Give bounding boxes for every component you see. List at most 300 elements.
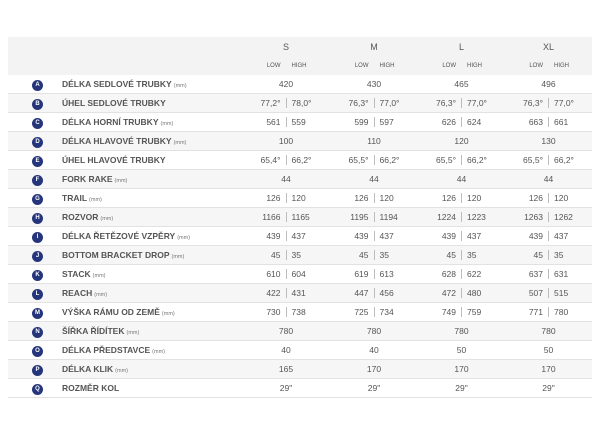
value-divider — [374, 231, 375, 241]
row-letter-badge: H — [32, 213, 43, 224]
header-spacer — [62, 56, 242, 75]
value-divider — [286, 98, 287, 108]
table-row — [8, 113, 592, 132]
value-cell — [330, 265, 418, 284]
value-cell — [505, 322, 592, 341]
single-value: 165 — [278, 364, 294, 374]
high-value: 66,2° — [379, 155, 400, 165]
table-row — [8, 284, 592, 303]
single-value: 780 — [366, 326, 382, 336]
value-cell — [242, 151, 330, 170]
measurement-unit: (mm) — [92, 273, 106, 279]
row-letter-badge: F — [32, 175, 43, 186]
value-divider — [461, 231, 462, 241]
single-value: 29" — [279, 383, 293, 393]
value-divider — [461, 307, 462, 317]
table-row — [8, 227, 592, 246]
single-value: 44 — [369, 174, 379, 184]
measurement-label-cell — [62, 208, 242, 227]
value-cell — [418, 94, 505, 113]
low-value: 1195 — [350, 212, 369, 222]
measurement-unit: (mm) — [177, 235, 191, 241]
measurement-label-cell — [62, 360, 242, 379]
row-letter-badge: D — [32, 137, 43, 148]
value-divider — [548, 307, 549, 317]
table-row — [8, 246, 592, 265]
value-divider — [374, 98, 375, 108]
high-value: 559 — [291, 117, 306, 127]
value-cell — [418, 208, 505, 227]
value-cell — [505, 94, 592, 113]
high-value: 35 — [291, 250, 301, 260]
table-row — [8, 170, 592, 189]
measurement-label-cell — [62, 94, 242, 113]
value-cell — [330, 284, 418, 303]
measurement-unit: (mm) — [152, 349, 165, 355]
value-divider — [374, 155, 375, 165]
single-value: 44 — [281, 174, 291, 184]
single-value: 780 — [278, 326, 294, 336]
high-value: 661 — [554, 117, 569, 127]
high-value: 437 — [467, 231, 482, 241]
measurement-label: DÉLKA HORNÍ TRUBKY — [62, 117, 159, 127]
row-marker-cell — [8, 360, 62, 379]
measurement-unit: (mm) — [160, 121, 174, 127]
value-divider — [374, 250, 375, 260]
size-header-row — [8, 37, 592, 56]
value-cell — [418, 75, 505, 94]
value-divider — [548, 155, 549, 165]
low-value: 65,4° — [260, 155, 281, 165]
measurement-label-cell — [62, 113, 242, 132]
value-cell — [330, 227, 418, 246]
value-divider — [286, 155, 287, 165]
size-header-l: L — [418, 37, 505, 56]
value-divider — [548, 212, 549, 222]
single-value: 29" — [455, 383, 468, 393]
measurement-label: REACH — [62, 288, 93, 298]
low-value: 76,3° — [348, 98, 369, 108]
row-marker-cell — [8, 303, 62, 322]
high-value: 613 — [379, 269, 394, 279]
low-value: 610 — [266, 269, 281, 279]
high-label: HIGH — [554, 62, 569, 69]
measurement-label: ÚHEL SEDLOVÉ TRUBKY — [62, 98, 166, 108]
value-divider — [548, 193, 549, 203]
row-marker-cell — [8, 265, 62, 284]
measurement-label-cell — [62, 151, 242, 170]
high-value: 78,0° — [291, 98, 312, 108]
value-cell — [505, 75, 592, 94]
value-cell — [330, 322, 418, 341]
value-cell — [505, 360, 592, 379]
row-marker-cell — [8, 151, 62, 170]
low-value: 447 — [354, 288, 369, 298]
value-cell — [505, 227, 592, 246]
high-value: 77,0° — [554, 98, 574, 108]
low-value: 126 — [441, 193, 456, 203]
high-value: 734 — [379, 307, 394, 317]
row-marker-cell — [8, 246, 62, 265]
table-row — [8, 379, 592, 398]
single-value: 780 — [541, 326, 556, 336]
measurement-label-cell — [62, 303, 242, 322]
value-cell — [505, 132, 592, 151]
low-value: 725 — [354, 307, 369, 317]
measurement-label: DÉLKA ŘETĚZOVÉ VZPĚRY — [62, 231, 176, 241]
measurement-label-cell — [62, 284, 242, 303]
high-label: HIGH — [379, 62, 395, 69]
measurement-label: TRAIL — [62, 193, 88, 203]
high-value: 1223 — [467, 212, 486, 222]
value-divider — [286, 288, 287, 298]
value-divider — [461, 98, 462, 108]
value-divider — [286, 117, 287, 127]
single-value: 40 — [281, 345, 291, 355]
value-cell — [330, 303, 418, 322]
value-cell — [330, 75, 418, 94]
row-marker-cell — [8, 132, 62, 151]
high-value: 597 — [379, 117, 394, 127]
table-row — [8, 189, 592, 208]
low-value: 45 — [533, 250, 543, 260]
low-value: 599 — [354, 117, 369, 127]
measurement-label-cell — [62, 322, 242, 341]
row-letter-badge: Q — [32, 384, 43, 395]
value-cell — [505, 246, 592, 265]
single-value: 50 — [543, 345, 554, 355]
value-cell — [242, 113, 330, 132]
low-label: LOW — [354, 62, 369, 69]
low-label: LOW — [266, 62, 281, 69]
value-cell — [242, 303, 330, 322]
value-divider — [286, 250, 287, 260]
value-cell — [505, 189, 592, 208]
row-letter-badge: P — [32, 365, 43, 376]
high-value: 456 — [379, 288, 394, 298]
high-value: 622 — [467, 269, 482, 279]
measurement-unit: (mm) — [89, 197, 102, 203]
low-value: 76,3° — [523, 98, 543, 108]
row-letter-badge: C — [32, 118, 43, 129]
value-cell — [330, 170, 418, 189]
value-divider — [548, 117, 549, 127]
value-cell — [418, 341, 505, 360]
value-cell — [418, 265, 505, 284]
high-value: 515 — [554, 288, 569, 298]
value-cell — [418, 189, 505, 208]
value-cell — [242, 265, 330, 284]
value-cell — [242, 360, 330, 379]
single-value: 465 — [454, 79, 469, 89]
value-divider — [548, 98, 549, 108]
row-letter-badge: B — [32, 99, 43, 110]
low-high-cell — [242, 56, 330, 75]
low-high-cell — [330, 56, 418, 75]
measurement-unit: (mm) — [171, 254, 185, 260]
high-value: 624 — [467, 117, 482, 127]
single-value: 50 — [456, 345, 467, 355]
row-letter-badge: O — [32, 346, 43, 357]
high-value: 120 — [467, 193, 482, 203]
value-cell — [330, 132, 418, 151]
table-row — [8, 132, 592, 151]
row-marker-cell — [8, 379, 62, 398]
size-header-xl: XL — [505, 37, 592, 56]
measurement-unit: (mm) — [115, 368, 128, 374]
high-value: 35 — [467, 250, 477, 260]
high-label: HIGH — [291, 62, 307, 69]
measurement-label-cell — [62, 132, 242, 151]
value-divider — [548, 231, 549, 241]
value-cell — [418, 113, 505, 132]
high-value: 35 — [379, 250, 389, 260]
table-row — [8, 265, 592, 284]
measurement-unit: (mm) — [173, 140, 187, 146]
single-value: 110 — [367, 136, 381, 146]
high-value: 780 — [554, 307, 569, 317]
low-value: 126 — [528, 193, 543, 203]
table-row — [8, 208, 592, 227]
row-letter-badge: K — [32, 270, 43, 281]
high-value: 77,0° — [467, 98, 487, 108]
value-cell — [505, 208, 592, 227]
value-cell — [418, 151, 505, 170]
value-cell — [242, 132, 330, 151]
row-marker-cell — [8, 75, 62, 94]
low-high-cell — [418, 56, 505, 75]
value-cell — [330, 189, 418, 208]
high-value: 759 — [467, 307, 482, 317]
value-cell — [330, 151, 418, 170]
value-cell — [242, 189, 330, 208]
value-cell — [418, 322, 505, 341]
table-row — [8, 341, 592, 360]
high-value: 66,2° — [291, 155, 312, 165]
value-cell — [242, 284, 330, 303]
low-value: 45 — [446, 250, 456, 260]
low-value: 771 — [528, 307, 543, 317]
measurement-label-cell — [62, 189, 242, 208]
low-label: LOW — [529, 62, 543, 69]
high-value: 120 — [554, 193, 569, 203]
table-row — [8, 322, 592, 341]
low-value: 472 — [441, 288, 456, 298]
single-value: 29" — [367, 383, 381, 393]
value-cell — [505, 379, 592, 398]
high-value: 120 — [291, 193, 306, 203]
measurement-label: STACK — [62, 269, 91, 279]
value-cell — [242, 322, 330, 341]
high-value: 738 — [291, 307, 306, 317]
value-cell — [330, 208, 418, 227]
value-cell — [242, 341, 330, 360]
row-letter-badge: G — [32, 194, 43, 205]
value-cell — [242, 379, 330, 398]
value-divider — [461, 193, 462, 203]
table-row — [8, 303, 592, 322]
value-cell — [418, 379, 505, 398]
high-value: 431 — [291, 288, 306, 298]
measurement-label: DÉLKA KLIK — [62, 364, 114, 374]
value-divider — [374, 117, 375, 127]
measurement-unit: (mm) — [94, 292, 108, 298]
low-value: 439 — [266, 231, 281, 241]
table-row — [8, 75, 592, 94]
row-marker-cell — [8, 113, 62, 132]
low-value: 126 — [354, 193, 369, 203]
high-value: 1165 — [291, 212, 310, 222]
value-divider — [548, 288, 549, 298]
high-value: 66,2° — [554, 155, 574, 165]
low-value: 749 — [441, 307, 456, 317]
high-value: 120 — [379, 193, 394, 203]
low-value: 730 — [266, 307, 281, 317]
value-cell — [330, 379, 418, 398]
row-marker-cell — [8, 170, 62, 189]
value-divider — [374, 212, 375, 222]
row-marker-cell — [8, 341, 62, 360]
value-divider — [461, 250, 462, 260]
value-cell — [330, 94, 418, 113]
low-value: 1166 — [262, 212, 281, 222]
row-marker-cell — [8, 208, 62, 227]
measurement-label-cell — [62, 379, 242, 398]
measurement-label-cell — [62, 227, 242, 246]
single-value: 120 — [454, 136, 469, 146]
single-value: 780 — [454, 326, 469, 336]
low-value: 65,5° — [348, 155, 369, 165]
value-divider — [461, 269, 462, 279]
measurement-label: DÉLKA SEDLOVÉ TRUBKY — [62, 79, 172, 89]
low-value: 126 — [266, 193, 281, 203]
value-cell — [418, 132, 505, 151]
low-value: 628 — [441, 269, 456, 279]
high-label: HIGH — [467, 62, 482, 69]
low-value: 77,2° — [260, 98, 281, 108]
single-value: 44 — [456, 174, 467, 184]
low-value: 1263 — [524, 212, 543, 222]
row-marker-cell — [8, 284, 62, 303]
value-cell — [242, 208, 330, 227]
value-cell — [242, 170, 330, 189]
value-cell — [505, 284, 592, 303]
value-divider — [374, 288, 375, 298]
value-divider — [374, 307, 375, 317]
single-value: 496 — [541, 79, 556, 89]
geometry-table — [8, 37, 592, 398]
high-value: 1262 — [554, 212, 573, 222]
row-letter-badge: I — [32, 232, 43, 243]
measurement-unit: (mm) — [126, 330, 140, 336]
single-value: 170 — [366, 364, 382, 374]
value-cell — [242, 75, 330, 94]
single-value: 420 — [278, 79, 294, 89]
high-value: 437 — [291, 231, 306, 241]
measurement-label: DÉLKA HLAVOVÉ TRUBKY — [62, 136, 172, 146]
value-cell — [418, 170, 505, 189]
measurement-label: ROZVOR — [62, 212, 99, 222]
low-value: 45 — [271, 250, 281, 260]
row-marker-cell — [8, 322, 62, 341]
geometry-table-wrapper — [8, 37, 592, 398]
row-letter-badge: E — [32, 156, 43, 167]
value-divider — [374, 269, 375, 279]
row-marker-cell — [8, 227, 62, 246]
high-value: 437 — [379, 231, 394, 241]
high-value: 35 — [554, 250, 564, 260]
row-letter-badge: L — [32, 289, 43, 300]
measurement-label-cell — [62, 75, 242, 94]
low-label: LOW — [442, 62, 456, 69]
measurement-label: FORK RAKE — [62, 174, 113, 184]
row-letter-badge: M — [32, 308, 43, 319]
low-value: 561 — [266, 117, 281, 127]
low-high-cell — [505, 56, 592, 75]
value-cell — [330, 360, 418, 379]
value-cell — [242, 246, 330, 265]
low-value: 439 — [354, 231, 369, 241]
value-cell — [242, 227, 330, 246]
single-value: 29" — [542, 383, 555, 393]
size-header-s: S — [242, 37, 330, 56]
value-cell — [418, 303, 505, 322]
value-cell — [330, 113, 418, 132]
value-cell — [242, 94, 330, 113]
size-header-m: M — [330, 37, 418, 56]
single-value: 170 — [541, 364, 556, 374]
high-value: 77,0° — [379, 98, 400, 108]
table-row — [8, 360, 592, 379]
value-divider — [548, 269, 549, 279]
value-divider — [286, 212, 287, 222]
high-value: 1194 — [379, 212, 398, 222]
high-value: 480 — [467, 288, 482, 298]
measurement-label-cell — [62, 246, 242, 265]
value-divider — [461, 288, 462, 298]
value-divider — [374, 193, 375, 203]
measurement-label-cell — [62, 170, 242, 189]
row-letter-badge: A — [32, 80, 43, 91]
low-value: 65,5° — [436, 155, 456, 165]
measurement-unit: (mm) — [173, 83, 187, 89]
high-value: 604 — [291, 269, 306, 279]
value-divider — [461, 212, 462, 222]
measurement-unit: (mm) — [114, 178, 128, 184]
header-spacer — [8, 56, 62, 75]
value-cell — [418, 227, 505, 246]
measurement-label: VÝŠKA RÁMU OD ZEMĚ — [62, 307, 160, 317]
value-divider — [286, 231, 287, 241]
low-value: 507 — [528, 288, 543, 298]
measurement-label: ROZMĚR KOL — [62, 383, 120, 393]
low-value: 422 — [266, 288, 281, 298]
high-value: 66,2° — [467, 155, 487, 165]
value-cell — [505, 303, 592, 322]
high-value: 437 — [554, 231, 569, 241]
value-cell — [418, 284, 505, 303]
low-value: 619 — [354, 269, 369, 279]
header-spacer — [62, 37, 242, 56]
measurement-label: BOTTOM BRACKET DROP — [62, 250, 170, 260]
row-marker-cell — [8, 189, 62, 208]
single-value: 40 — [369, 345, 379, 355]
value-cell — [418, 246, 505, 265]
measurement-label: ÚHEL HLAVOVÉ TRUBKY — [62, 155, 166, 165]
value-cell — [505, 341, 592, 360]
single-value: 44 — [543, 174, 554, 184]
low-value: 45 — [359, 250, 369, 260]
